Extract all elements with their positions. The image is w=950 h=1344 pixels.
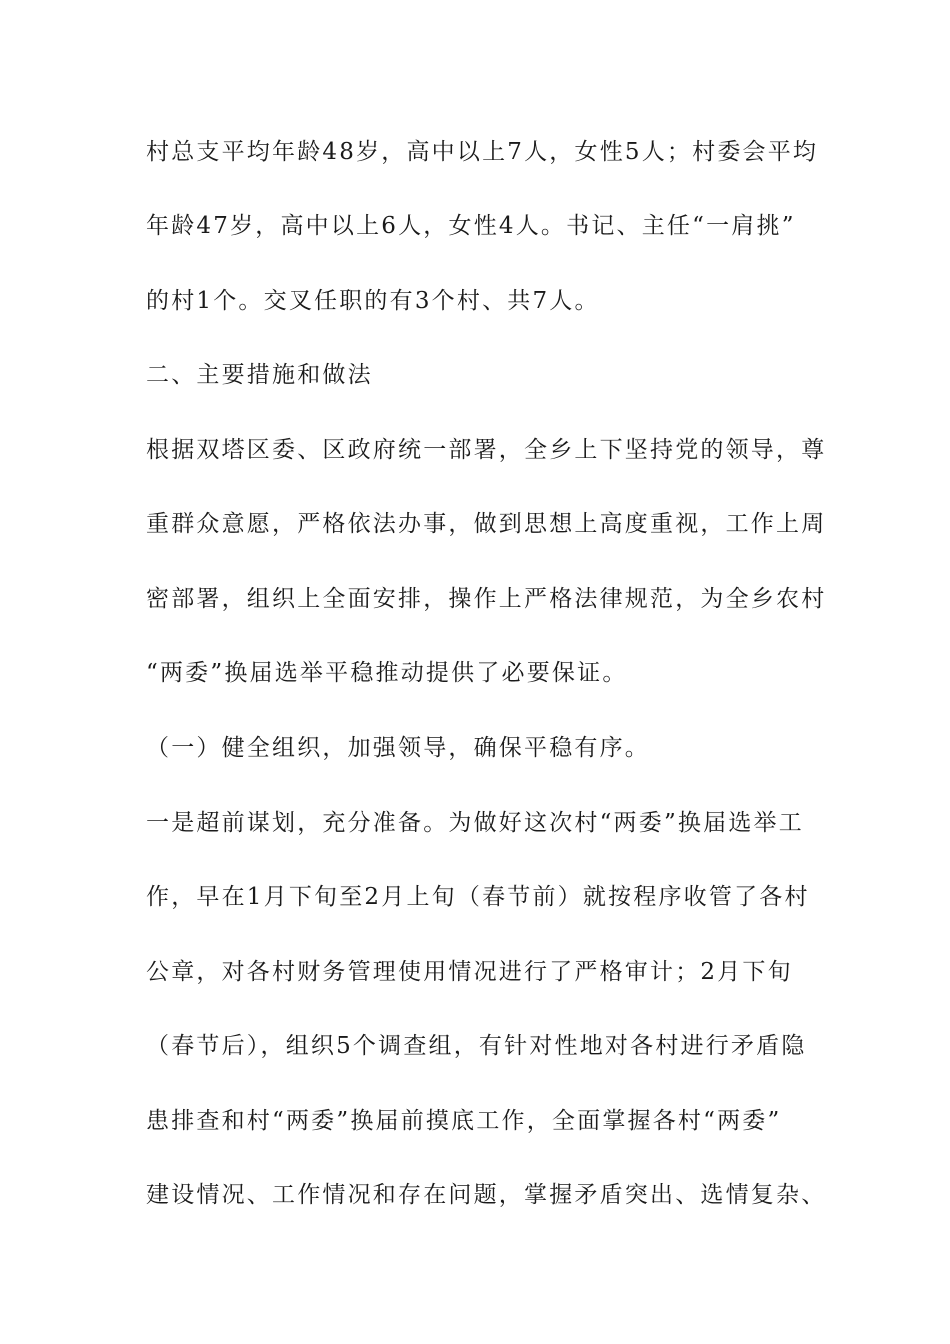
text-line-3: 的村1个。交叉任职的有3个村、共7人。 (146, 288, 600, 314)
text-line-12: 公章，对各村财务管理使用情况进行了严格审计；2月下旬 (146, 959, 793, 985)
subsection-heading: （一）健全组织，加强领导，确保平稳有序。 (146, 735, 650, 761)
text-line-1: 村总支平均年龄48岁，高中以上7人，女性5人；村委会平均 (146, 139, 819, 165)
text-line-11: 作，早在1月下旬至2月上旬（春节前）就按程序收管了各村 (146, 884, 810, 910)
text-line-15: 建设情况、工作情况和存在问题，掌握矛盾突出、选情复杂、 (146, 1182, 827, 1208)
text-line-2: 年龄47岁，高中以上6人，女性4人。书记、主任“一肩挑” (146, 213, 796, 239)
text-line-14: 患排查和村“两委”换届前摸底工作，全面掌握各村“两委” (146, 1108, 782, 1134)
text-line-8: “两委”换届选举平稳推动提供了必要保证。 (146, 660, 628, 686)
text-line-7: 密部署，组织上全面安排，操作上严格法律规范，为全乡农村 (146, 586, 827, 612)
text-line-10: 一是超前谋划，充分准备。为做好这次村“两委”换届选举工 (146, 810, 804, 836)
text-line-6: 重群众意愿，严格依法办事，做到思想上高度重视，工作上周 (146, 511, 827, 537)
section-heading: 二、主要措施和做法 (146, 362, 373, 388)
text-line-5: 根据双塔区委、区政府统一部署，全乡上下坚持党的领导，尊 (146, 437, 827, 463)
text-line-13: （春节后），组织5个调查组，有针对性地对各村进行矛盾隐 (146, 1033, 807, 1059)
